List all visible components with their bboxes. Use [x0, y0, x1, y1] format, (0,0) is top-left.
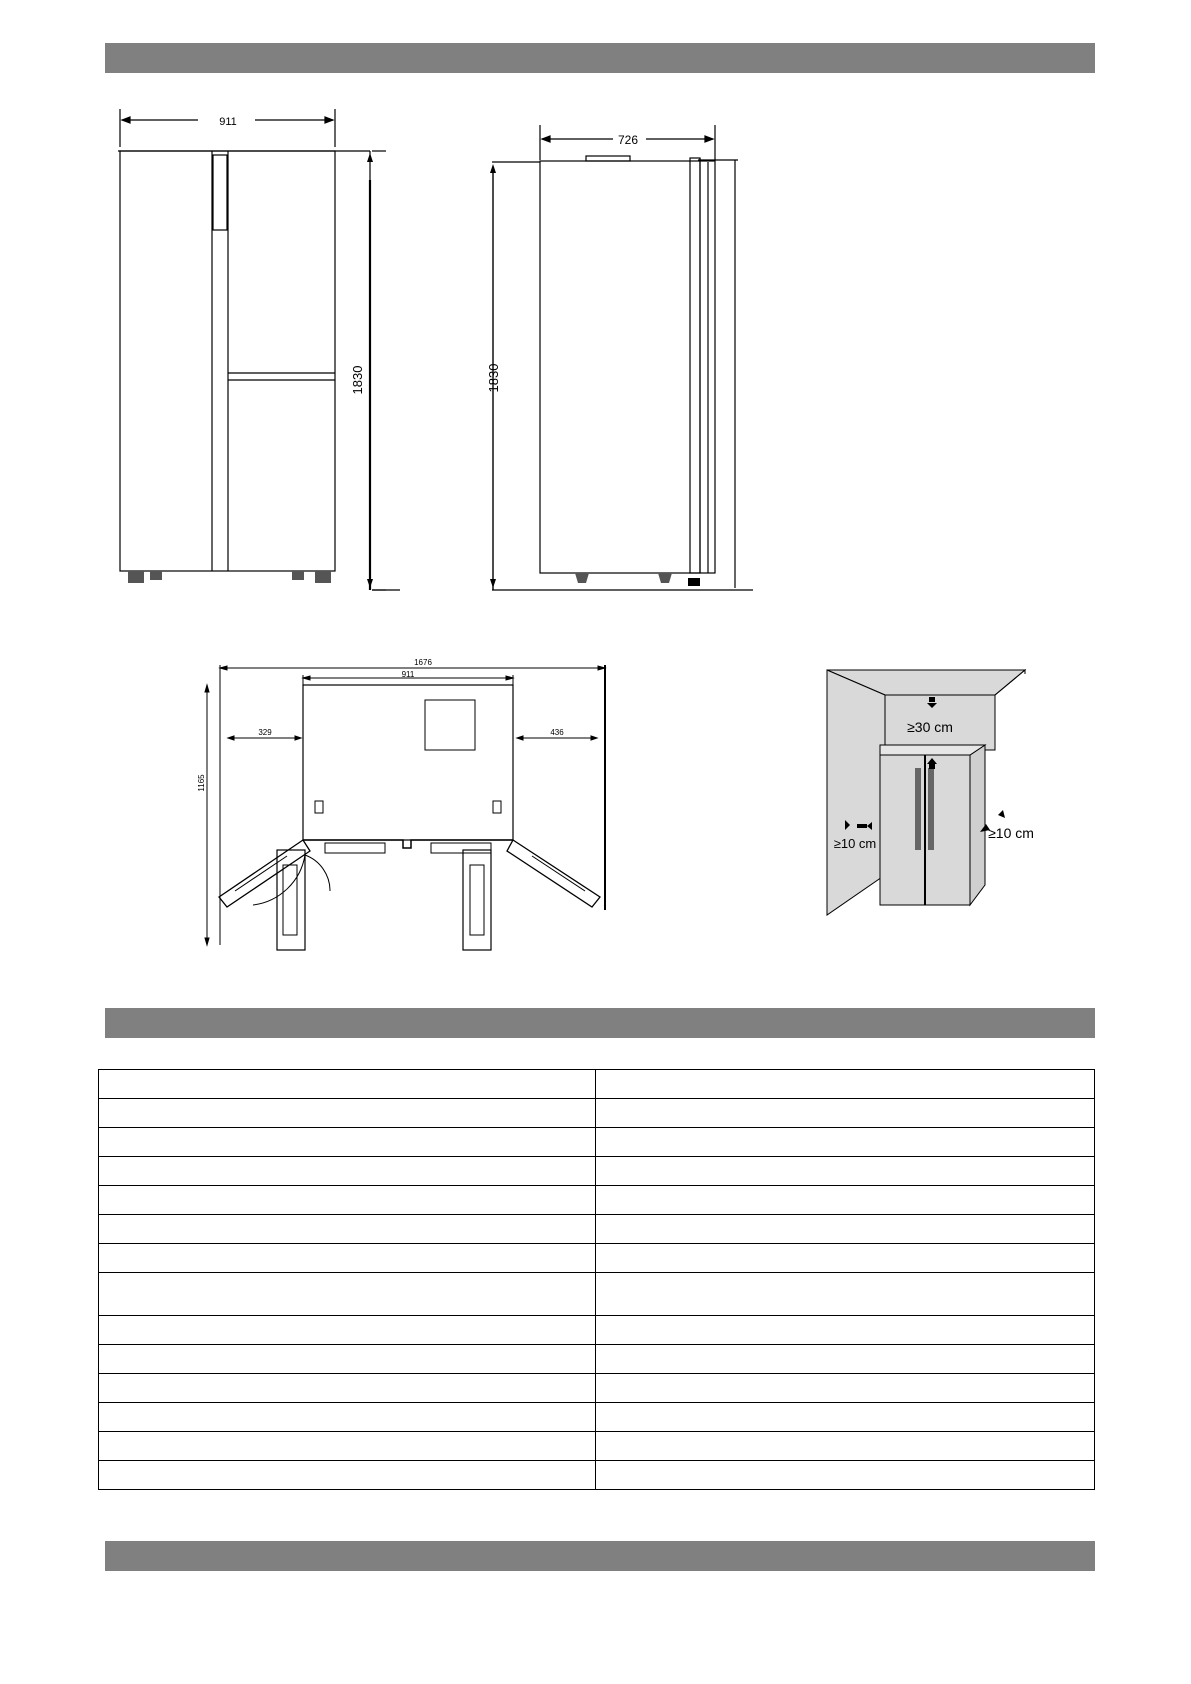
table-row: [99, 1316, 1095, 1345]
table-cell: [596, 1215, 1095, 1244]
table-cell: [99, 1374, 596, 1403]
table-cell: [596, 1070, 1095, 1099]
top-depth-label: 1165: [197, 774, 206, 792]
top-right-clearance-label: 436: [550, 728, 564, 737]
top-view-drawing: [195, 655, 625, 955]
table-cell: [99, 1157, 596, 1186]
table-cell: [596, 1316, 1095, 1345]
table-cell: [99, 1070, 596, 1099]
table-cell: [99, 1432, 596, 1461]
table-row: [99, 1403, 1095, 1432]
table-cell: [99, 1215, 596, 1244]
table-row: [99, 1461, 1095, 1490]
top-left-clearance-label: 329: [258, 728, 272, 737]
top-total-width-label: 1676: [414, 658, 432, 667]
table-row: [99, 1128, 1095, 1157]
table-row: [99, 1432, 1095, 1461]
table-row: [99, 1070, 1095, 1099]
table-cell: [596, 1374, 1095, 1403]
table-cell: [99, 1403, 596, 1432]
specification-table: [98, 1069, 1095, 1490]
front-height-label: 1830: [350, 365, 365, 395]
table-row: [99, 1273, 1095, 1316]
table-cell: [99, 1316, 596, 1345]
table-cell: [596, 1345, 1095, 1374]
top-body-width-label: 911: [401, 670, 415, 679]
front-view-drawing: [100, 105, 400, 605]
table-cell: [99, 1273, 596, 1316]
table-cell: [99, 1099, 596, 1128]
table-row: [99, 1099, 1095, 1128]
table-cell: [99, 1345, 596, 1374]
front-width-label: 911: [219, 116, 237, 128]
table-cell: [596, 1157, 1095, 1186]
table-cell: [596, 1186, 1095, 1215]
table-row: [99, 1157, 1095, 1186]
table-cell: [99, 1461, 596, 1490]
table-row: [99, 1215, 1095, 1244]
section-header-bar-2: [105, 1008, 1095, 1038]
table-cell: [596, 1432, 1095, 1461]
table-cell: [596, 1273, 1095, 1316]
clearance-diagram: [815, 660, 1050, 920]
side-height-label: 1830: [486, 363, 501, 393]
table-cell: [99, 1186, 596, 1215]
table-cell: [596, 1244, 1095, 1273]
table-cell: [99, 1128, 596, 1157]
right-clearance-label: ≥10 cm: [988, 825, 1034, 841]
table-cell: [99, 1244, 596, 1273]
section-header-bar-1: [105, 43, 1095, 73]
side-depth-label: 726: [617, 133, 639, 147]
table-row: [99, 1186, 1095, 1215]
table-row: [99, 1244, 1095, 1273]
table-cell: [596, 1403, 1095, 1432]
left-clearance-label: ≥10 cm: [833, 836, 877, 851]
table-row: [99, 1374, 1095, 1403]
table-cell: [596, 1099, 1095, 1128]
table-cell: [596, 1128, 1095, 1157]
section-header-bar-3: [105, 1541, 1095, 1571]
table-cell: [596, 1461, 1095, 1490]
table-row: [99, 1345, 1095, 1374]
side-view-drawing: [478, 120, 768, 600]
top-clearance-label: ≥30 cm: [907, 719, 953, 735]
